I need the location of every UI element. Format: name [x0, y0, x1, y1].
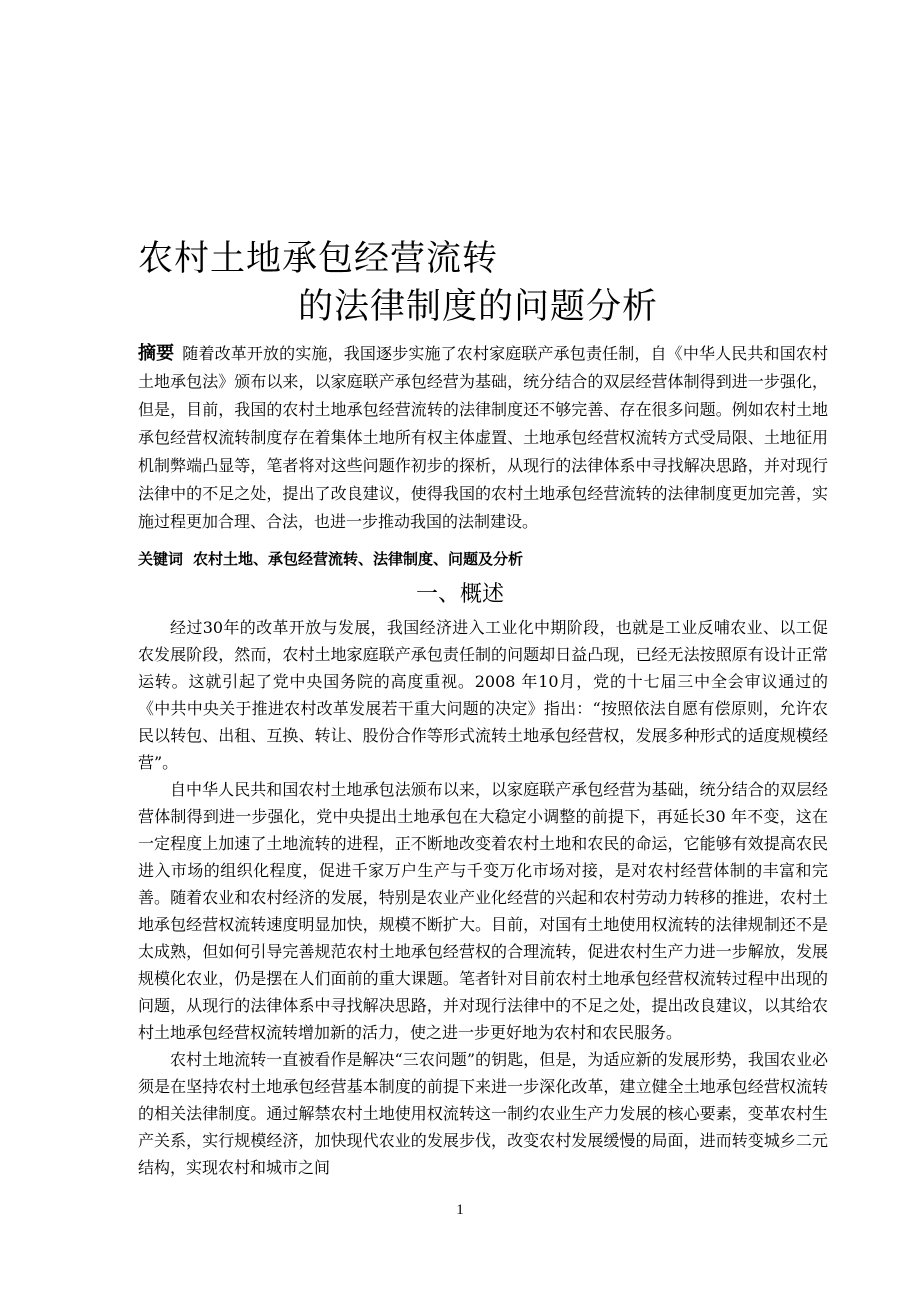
body-text — [138, 614, 828, 1181]
page-number: 1 — [456, 1202, 464, 1218]
abstract — [138, 340, 828, 536]
abstract-text: 随着改革开放的实施，我国逐步实施了农村家庭联产承包责任制，自《中华人民共和国农村土地承包法》颁布以来，以家庭联产承包经营为基础，统分结合的双层经营体制得到进一步强化，但是，目前，我国的农村土地承包经营流转的法律制度还不够完善、存在很多问题。例如农村土地承包经营权流转制度存在着集体土地所有权主体虚置、土地承包经营权流转方式受局限、土地征用机制弊端凸显等，笔者将对这些问题作初步的探析，从现行的法律体系中寻找解决思路，并对现行法律中的不足之处，提出了改良建议，使得我国的农村土地承包经营流转的法律制度更加完善，实施过程更加合理、合法，也进一步推动我国的法制建设。 — [138, 344, 828, 531]
keywords-label: 关键词 — [138, 550, 184, 568]
abstract-label: 摘要 — [138, 343, 175, 364]
title-line-2: 的法律制度的问题分析 — [298, 287, 659, 327]
title-line-1: 农村土地承包经营流转 — [138, 239, 499, 279]
paragraph: 经过30年的改革开放与发展，我国经济进入工业化中期阶段，也就是工业反哺农业、以工促农发展阶段，然而，农村土地家庭联产承包责任制的问题却日益凸现，已经无法按照原有设计正常运转。这就引起了党中央国务院的高度重视。2008 年10月，党的十七届三中全会审议通过的《中共中央关于推进农村改革发展若干重大问题的决定》指出：“按照依法自愿有偿原则，允许农民以转包、出租、互换、转让、股份合作等形式流转土地承包经营权，发展多种形式的适度规模经营”。 — [138, 618, 828, 772]
keywords — [138, 545, 828, 573]
paragraph: 自中华人民共和国农村土地承包法颁布以来，以家庭联产承包经营为基础，统分结合的双层经营体制得到进一步强化，党中央提出土地承包在大稳定小调整的前提下，再延长30 年不变，这在一定程度上加速了土地流转的进程，正不断地改变着农村土地和农民的命运，它能够有效提高农民进入市场的组织化程度，促进千家万户生产与千变万化市场对接，是对农村经营体制的丰富和完善。随着农业和农村经济的发展，特别是农业产业化经营的兴起和农村劳动力转移的推进，农村土地承包经营权流转速度明显加快，规模不断扩大。目前，对国有土地使用权流转的法律规制还不是太成熟，但如何引导完善规范农村土地承包经营权的合理流转，促进农村生产力进一步解放，发展规模化农业，仍是摆在人们面前的重大课题。笔者针对目前农村土地承包经营权流转过程中出现的问题，从现行的法律体系中寻找解决思路，并对现行法律中的不足之处，提出改良建议，以其给农村土地承包经营权流转增加新的活力，使之进一步更好地为农村和农民服务。 — [138, 780, 828, 1042]
keywords-text: 农村土地、承包经营流转、法律制度、问题及分析 — [193, 550, 524, 568]
section-heading: 一、概述 — [415, 582, 504, 607]
paragraph: 农村土地流转一直被看作是解决“三农问题”的钥匙，但是，为适应新的发展形势，我国农业必须是在坚持农村土地承包经营基本制度的前提下来进一步深化改革，建立健全土地承包经营权流转的相关法律制度。通过解禁农村土地使用权流转这一制约农业生产力发展的核心要素，变革农村生产关系，实行规模经济，加快现代农业的发展步伐，改变农村发展缓慢的局面，进而转变城乡二元结构，实现农村和城市之间 — [138, 1050, 828, 1177]
